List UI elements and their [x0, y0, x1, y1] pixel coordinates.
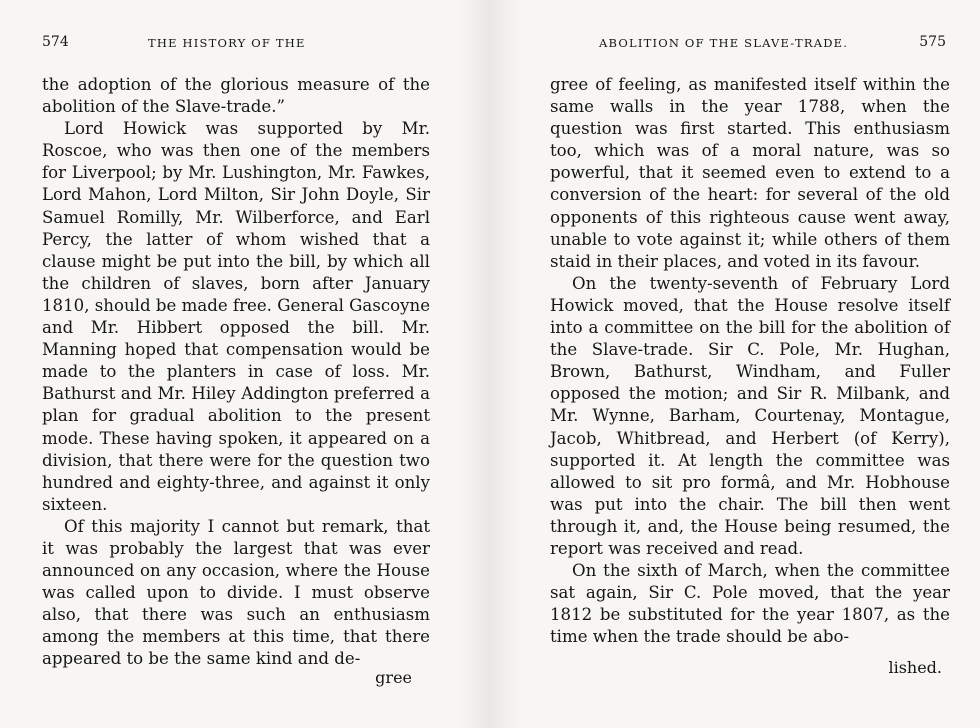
right-page-number: 575 — [919, 34, 946, 50]
left-page-number: 574 — [42, 34, 69, 50]
left-catchword: gree — [375, 668, 412, 687]
paragraph: On the sixth of March, when the committee sat again, Sir C. Pole moved, that the year 1812 be substituted for the year 1807, as the time when the trade should be abo- — [550, 561, 950, 647]
paragraph: On the twenty-seventh of February Lord Howick moved, that the House resolve itself into a committee on the bill for the abolition of the Slave-trade. Sir C. Pole, Mr. Hughan, Brown, Bathurst, Windham, and Fuller opposed the motion; and Sir R. Milbank, and Mr. Wynne, Barham, Courtenay, Montague, Jacob, Whitbread, and Herbert (of Kerry), supported it. At length the committee was allowed to sit pro formâ, and Mr. Hobhouse was put into the chair. The bill then went through it, and, the House being resumed, the report was received and read. — [550, 273, 950, 558]
right-page-header — [547, 36, 950, 56]
paragraph: the adoption of the glorious measure of the abolition of the Slave-trade.” — [42, 75, 430, 117]
right-page — [547, 0, 950, 728]
left-page-text — [42, 74, 430, 671]
book-gutter — [460, 0, 520, 728]
left-page — [30, 0, 430, 728]
right-page-text — [550, 74, 950, 648]
left-running-head: THE HISTORY OF THE — [148, 36, 306, 50]
paragraph: gree of feeling, as manifested itself within the same walls in the year 1788, when the question was first started. This enthusiasm too, which was of a moral nature, was so powerful, that it seemed even to extend to a conversion of the heart: for several of the old opponents of this righteous cause went away, unable to vote against it; while others of them staid in their places, and voted in its favour. — [550, 75, 950, 271]
paragraph: Of this majority I cannot but remark, that it was probably the largest that was ever announced on any occasion, where the House was called upon to divide. I must observe also, that there was such an enthusiasm among the members at this time, that there appeared to be the same kind and de- — [42, 516, 430, 669]
right-catchword: lished. — [888, 658, 942, 677]
left-page-header — [30, 36, 430, 56]
paragraph: Lord Howick was supported by Mr. Roscoe, who was then one of the members for Liverpool; by Mr. Lushington, Mr. Fawkes, Lord Mahon, Lord Milton, Sir John Doyle, Sir Samuel Romilly, Mr. Wilberforce, and Earl Percy, the latter of whom wished that a clause might be put into the bill, by which all the children of slaves, born after January 1810, should be made free. General Gascoyne and Mr. Hibbert opposed the bill. Mr. Manning hoped that compensation would be made to the planters in case of loss. Mr. Bathurst and Mr. Hiley Addington preferred a plan for gradual abolition to the present mode. These having spoken, it appeared on a division, that there were for the question two hundred and eighty-three, and against it only sixteen. — [42, 119, 431, 514]
right-running-head: ABOLITION OF THE SLAVE-TRADE. — [599, 36, 849, 50]
